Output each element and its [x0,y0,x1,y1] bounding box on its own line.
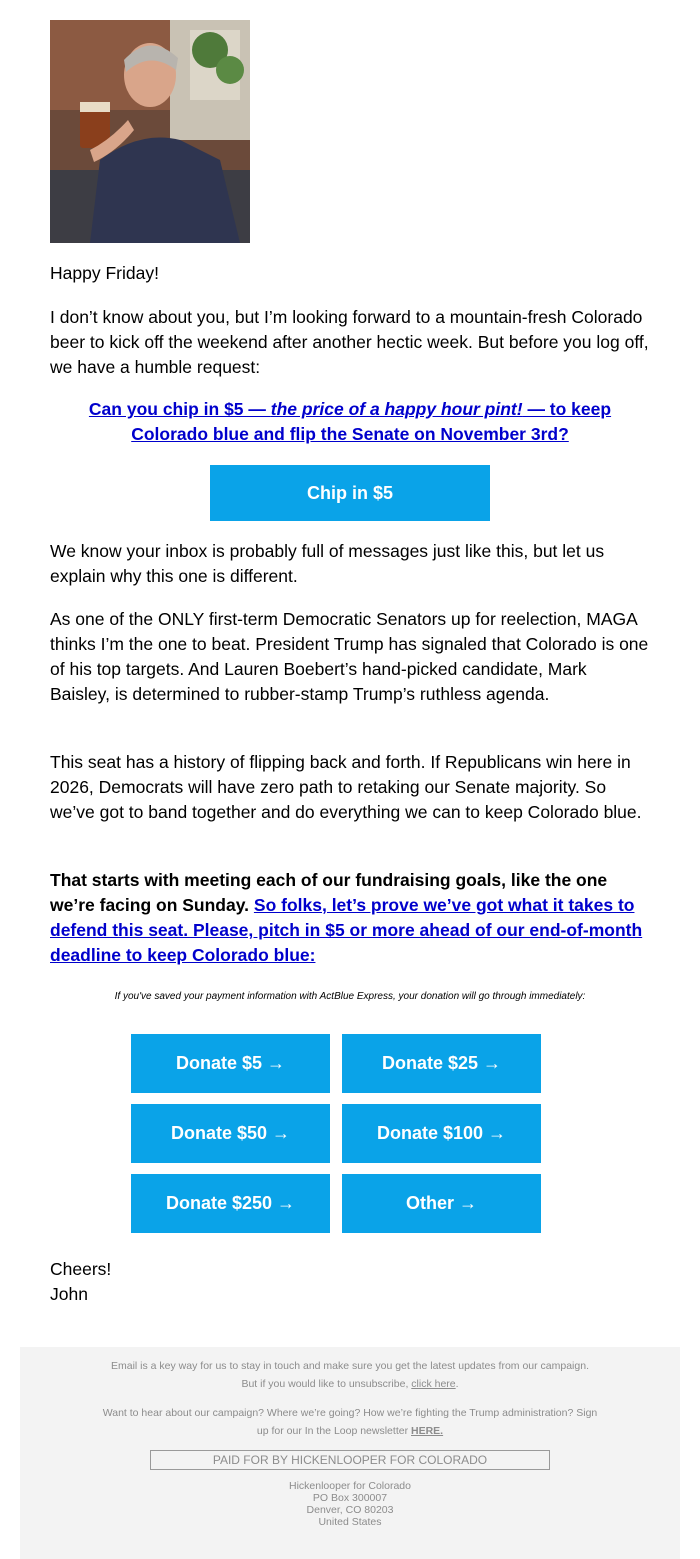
newsletter-link[interactable]: HERE. [411,1425,444,1437]
maga-paragraph: As one of the ONLY first-term Democratic Senators up for reelection, MAGA thinks I’m the one to beat. President Trump has signaled that Colorado is one of his top targets. And Lauren Boebert’s hand-picked candidate, Mark Baisley, is determined to rubber-stamp Trump’s ruthless agenda. [50,609,649,704]
footer [20,1347,680,1559]
donate-25-button[interactable]: Donate $25 → [342,1034,541,1093]
footer-line3: Want to hear about our campaign? Where we’re going? How we’re fighting the Trump administration? Sign [102,1407,598,1419]
mailing-address [20,1480,680,1528]
cta-link-part2[interactable]: — to keep Colorado blue and flip the Senate on November 3rd? [131,399,612,444]
goal-bold-text: That starts with meeting each of our fundraising goals, like the one we’re facing on Sunday. [50,870,608,915]
photo-illustration [50,20,250,243]
donate-250-button[interactable]: Donate $250 → [131,1174,330,1233]
footer-line2 [20,1375,680,1393]
footer-newsletter-pre: up for our In the Loop newsletter [256,1425,411,1437]
cta-link-part1[interactable]: Can you chip in $5 — [88,399,271,419]
donate-100-button[interactable]: Donate $100 → [342,1104,541,1163]
footer-unsub-pre: But if you would like to unsubscribe, [241,1378,412,1390]
actblue-express-note: If you've saved your payment information with ActBlue Express, your donation will go through immediately: [114,991,586,1002]
chip-in-button[interactable]: Chip in $5 [210,465,490,521]
address-line: Denver, CO 80203 [306,1504,394,1516]
cta-link-italic[interactable]: the price of a happy hour pint! [270,399,523,419]
donate-other-button[interactable]: Other → [342,1174,541,1233]
intro-paragraph: I don’t know about you, but I’m looking forward to a mountain-fresh Colorado beer to kick off the weekend after another hectic week. But before you log off, we have a humble request: [50,307,649,377]
address-line: United States [318,1516,382,1528]
footer-unsub-post: . [455,1378,459,1390]
goal-donate-link[interactable]: So folks, let’s prove we’ve got what it takes to defend this seat. Please, pitch in $5 or more ahead of our end-of-month deadline to keep Colorado blue: [50,895,643,965]
goal-paragraph [50,868,650,968]
signature-text: John [50,1284,88,1304]
footer-line1: Email is a key way for us to stay in touch and make sure you get the latest updates from our campaign. [111,1360,589,1372]
paid-for-box: PAID FOR BY HICKENLOOPER FOR COLORADO [150,1450,550,1470]
donate-5-button[interactable]: Donate $5 → [131,1034,330,1093]
signoff-text: Cheers! [50,1259,112,1279]
greeting-text: Happy Friday! [50,263,159,283]
header-photo [50,20,250,243]
unsubscribe-link[interactable]: click here [411,1378,456,1390]
seat-paragraph: This seat has a history of flipping back and forth. If Republicans win here in 2026, Democrats will have zero path to retaking our Senate majority. So we’ve got to band together and do everything we can to keep Colorado blue. [50,752,642,822]
donate-50-button[interactable]: Donate $50 → [131,1104,330,1163]
address-line: PO Box 300007 [312,1492,388,1504]
footer-line4 [20,1422,680,1440]
address-line: Hickenlooper for Colorado [289,1480,411,1492]
inbox-paragraph: We know your inbox is probably full of messages just like this, but let us explain why this one is different. [50,541,605,586]
chip-in-cta-link[interactable] [50,397,650,447]
